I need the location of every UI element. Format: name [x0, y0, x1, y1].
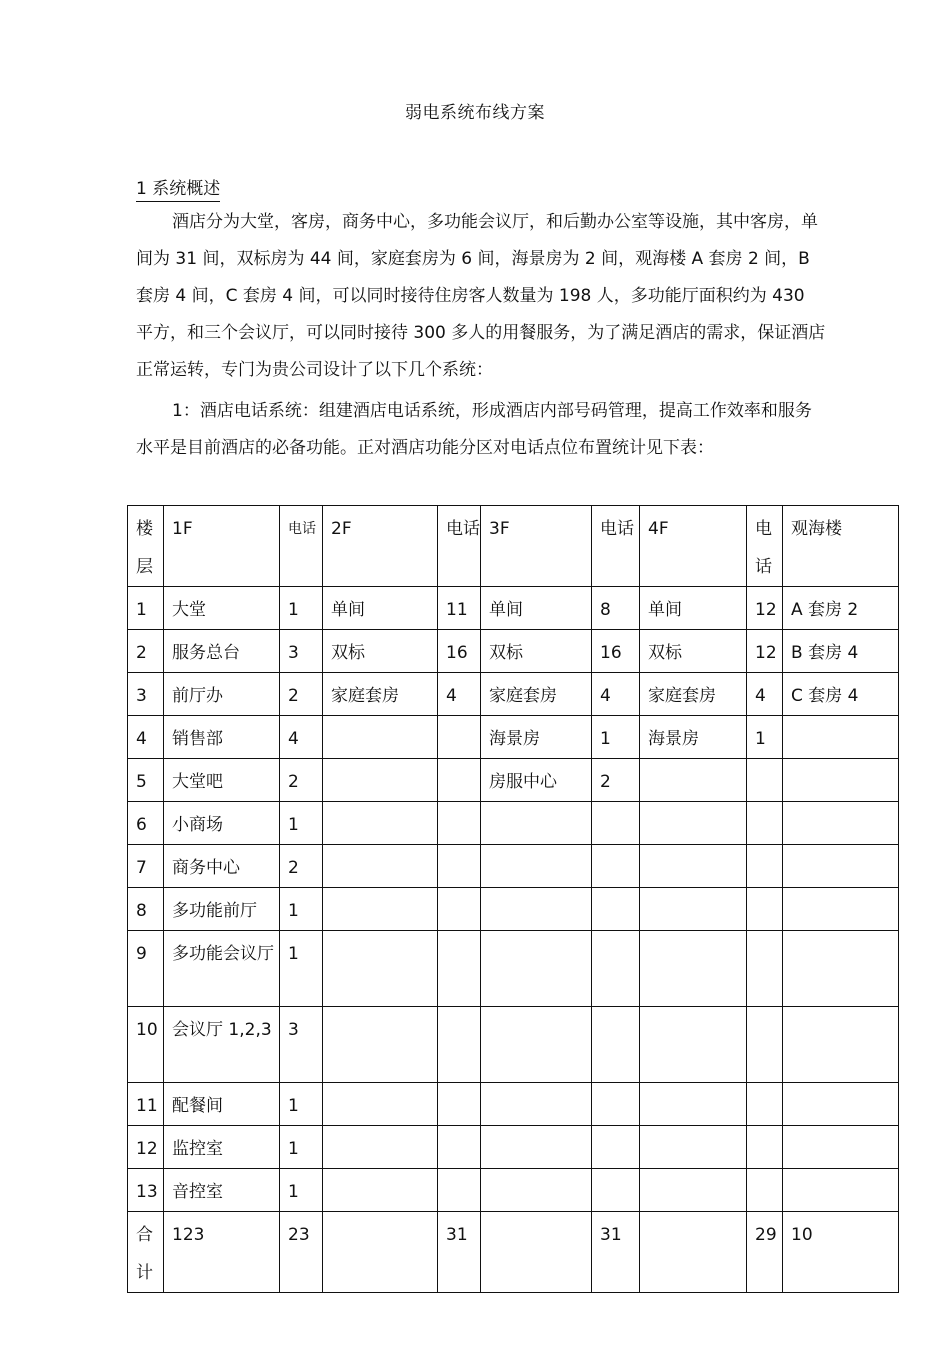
table-cell — [783, 1083, 899, 1126]
table-cell: 1 — [280, 888, 323, 931]
table-cell — [592, 1007, 640, 1083]
table-cell: 11 — [438, 587, 481, 630]
table-cell — [438, 845, 481, 888]
table-cell: 8 — [592, 587, 640, 630]
table-cell — [783, 716, 899, 759]
table-cell: 2 — [280, 673, 323, 716]
phone-system-text: 1：酒店电话系统：组建酒店电话系统，形成酒店内部号码管理，提高工作效率和服务水平是目前酒店的必备功能。正对酒店功能分区对电话点位布置统计见下表： — [136, 401, 812, 458]
table-cell — [438, 716, 481, 759]
table-total-row — [128, 1212, 899, 1293]
table-cell: 2 — [592, 759, 640, 802]
table-cell: 会议厅 1,2,3 — [164, 1007, 280, 1083]
table-cell: 单间 — [640, 587, 747, 630]
table-cell — [323, 1007, 438, 1083]
table-cell — [438, 931, 481, 1007]
table-cell — [747, 845, 783, 888]
total-cell — [323, 1212, 438, 1293]
table-cell: 7 — [128, 845, 164, 888]
table-cell: 16 — [592, 630, 640, 673]
table-cell — [640, 1126, 747, 1169]
table-cell — [323, 802, 438, 845]
header-cell: 2F — [323, 506, 438, 587]
table-cell — [592, 1126, 640, 1169]
table-cell — [481, 845, 592, 888]
table-cell — [481, 888, 592, 931]
table-cell: 房服中心 — [481, 759, 592, 802]
table-cell — [592, 931, 640, 1007]
table-cell: 1 — [747, 716, 783, 759]
table-cell — [640, 759, 747, 802]
table-cell: 9 — [128, 931, 164, 1007]
table-cell — [481, 931, 592, 1007]
table-row — [128, 845, 899, 888]
table-cell: 1 — [280, 1083, 323, 1126]
table-cell — [592, 1083, 640, 1126]
table-cell — [640, 931, 747, 1007]
table-cell — [783, 1126, 899, 1169]
table-cell: 2 — [280, 759, 323, 802]
table-cell — [747, 1007, 783, 1083]
table-cell: 销售部 — [164, 716, 280, 759]
total-cell: 31 — [592, 1212, 640, 1293]
table-cell: 双标 — [640, 630, 747, 673]
table-cell: 家庭套房 — [640, 673, 747, 716]
table-cell — [592, 802, 640, 845]
table-cell: 多功能前厅 — [164, 888, 280, 931]
table-cell: 前厅办 — [164, 673, 280, 716]
total-cell — [640, 1212, 747, 1293]
table-cell — [323, 845, 438, 888]
table-cell: 海景房 — [640, 716, 747, 759]
table-cell: 2 — [280, 845, 323, 888]
overview-paragraph — [136, 204, 826, 389]
header-cell: 4F — [640, 506, 747, 587]
table-cell: 小商场 — [164, 802, 280, 845]
total-cell: 31 — [438, 1212, 481, 1293]
table-cell — [747, 1169, 783, 1212]
table-cell — [592, 845, 640, 888]
table-cell — [481, 1169, 592, 1212]
header-cell: 楼层 — [128, 506, 164, 587]
header-cell: 电话 — [438, 506, 481, 587]
table-cell: 单间 — [323, 587, 438, 630]
table-cell: 配餐间 — [164, 1083, 280, 1126]
table-row — [128, 1126, 899, 1169]
table-cell — [640, 802, 747, 845]
table-cell: 单间 — [481, 587, 592, 630]
table-cell: 商务中心 — [164, 845, 280, 888]
phone-system-paragraph — [136, 393, 826, 467]
table-cell — [323, 1126, 438, 1169]
table-cell — [323, 1169, 438, 1212]
table-cell: A 套房 2 — [783, 587, 899, 630]
table-cell: 双标 — [481, 630, 592, 673]
table-cell: 1 — [280, 1169, 323, 1212]
overview-text: 酒店分为大堂，客房，商务中心，多功能会议厅，和后勤办公室等设施，其中客房，单间为 31 间，双标房为 44 间，家庭套房为 6 间，海景房为 2 间，观海楼 A 套房 2 间，B 套房 4 间，C 套房 4 间，可以同时接待住房客人数量为 198 人，多功能厅面积约为 430 平方，和三个会议厅，可以同时接待 300 多人的用餐服务，为了满足酒店的需求，保证酒店正常运转，专门为贵公司设计了以下几个系统： — [136, 212, 826, 380]
table-cell — [783, 845, 899, 888]
table-cell — [323, 931, 438, 1007]
table-cell: C 套房 4 — [783, 673, 899, 716]
table-cell — [481, 802, 592, 845]
header-cell: 电话 — [280, 506, 323, 587]
table-cell — [481, 1083, 592, 1126]
table-cell: 大堂 — [164, 587, 280, 630]
section-heading: 1 系统概述 — [136, 174, 220, 202]
table-cell — [438, 1083, 481, 1126]
header-cell: 3F — [481, 506, 592, 587]
table-cell — [323, 888, 438, 931]
table-cell: 大堂吧 — [164, 759, 280, 802]
table-cell: 多功能会议厅 — [164, 931, 280, 1007]
table-cell: 2 — [128, 630, 164, 673]
table-cell — [323, 759, 438, 802]
table-cell: 1 — [592, 716, 640, 759]
table-cell: 8 — [128, 888, 164, 931]
table-cell — [481, 1007, 592, 1083]
table-cell — [783, 888, 899, 931]
table-cell: 12 — [747, 587, 783, 630]
table-row — [128, 888, 899, 931]
table-cell: 1 — [280, 587, 323, 630]
table-cell — [640, 1169, 747, 1212]
total-cell — [481, 1212, 592, 1293]
table-cell: 1 — [280, 1126, 323, 1169]
table-cell: 服务总台 — [164, 630, 280, 673]
total-cell: 29 — [747, 1212, 783, 1293]
table-cell: 10 — [128, 1007, 164, 1083]
table-row — [128, 1169, 899, 1212]
table-cell: 双标 — [323, 630, 438, 673]
table-cell: 音控室 — [164, 1169, 280, 1212]
header-cell: 电话 — [592, 506, 640, 587]
table-cell — [640, 1007, 747, 1083]
table-cell: 12 — [128, 1126, 164, 1169]
table-cell — [438, 759, 481, 802]
table-cell: 1 — [280, 802, 323, 845]
table-cell: 4 — [438, 673, 481, 716]
total-cell: 合计 — [128, 1212, 164, 1293]
table-cell — [783, 1169, 899, 1212]
table-cell: 6 — [128, 802, 164, 845]
table-cell — [438, 1126, 481, 1169]
table-cell — [438, 802, 481, 845]
table-body — [128, 506, 899, 1293]
table-cell — [747, 888, 783, 931]
table-cell — [783, 931, 899, 1007]
table-cell — [747, 1083, 783, 1126]
table-cell — [783, 802, 899, 845]
table-cell — [747, 759, 783, 802]
table-cell — [747, 931, 783, 1007]
header-cell: 电话 — [747, 506, 783, 587]
table-cell — [783, 1007, 899, 1083]
total-cell: 10 — [783, 1212, 899, 1293]
table-cell: 监控室 — [164, 1126, 280, 1169]
table-cell: 4 — [128, 716, 164, 759]
table-cell: 16 — [438, 630, 481, 673]
table-cell: B 套房 4 — [783, 630, 899, 673]
table-cell — [783, 759, 899, 802]
table-cell: 12 — [747, 630, 783, 673]
table-header-row — [128, 506, 899, 587]
table-cell: 5 — [128, 759, 164, 802]
phone-distribution-table — [127, 505, 899, 1293]
table-cell: 4 — [280, 716, 323, 759]
table-cell: 3 — [128, 673, 164, 716]
table-cell — [747, 1126, 783, 1169]
table-cell — [747, 802, 783, 845]
table-cell — [438, 1169, 481, 1212]
table-cell — [481, 1126, 592, 1169]
table-cell — [640, 888, 747, 931]
table-cell: 家庭套房 — [323, 673, 438, 716]
table-cell: 4 — [592, 673, 640, 716]
table-cell: 3 — [280, 1007, 323, 1083]
table-cell: 1 — [280, 931, 323, 1007]
table-cell: 11 — [128, 1083, 164, 1126]
table-cell — [438, 1007, 481, 1083]
table-cell: 4 — [747, 673, 783, 716]
table-cell — [640, 1083, 747, 1126]
table-row — [128, 716, 899, 759]
total-cell: 123 — [164, 1212, 280, 1293]
document-title: 弱电系统布线方案 — [405, 103, 545, 123]
table-row — [128, 759, 899, 802]
table-cell: 家庭套房 — [481, 673, 592, 716]
header-cell: 观海楼 — [783, 506, 899, 587]
table-row — [128, 1083, 899, 1126]
table-cell — [438, 888, 481, 931]
table-cell — [323, 1083, 438, 1126]
table-cell — [640, 845, 747, 888]
table-row — [128, 931, 899, 1007]
table-cell — [323, 716, 438, 759]
table-cell: 13 — [128, 1169, 164, 1212]
table-cell: 1 — [128, 587, 164, 630]
total-cell: 23 — [280, 1212, 323, 1293]
table-row — [128, 630, 899, 673]
table-row — [128, 802, 899, 845]
header-cell: 1F — [164, 506, 280, 587]
table-row — [128, 1007, 899, 1083]
table-cell — [592, 888, 640, 931]
table-cell: 3 — [280, 630, 323, 673]
table-cell: 海景房 — [481, 716, 592, 759]
table-row — [128, 673, 899, 716]
table-cell — [592, 1169, 640, 1212]
table-row — [128, 587, 899, 630]
